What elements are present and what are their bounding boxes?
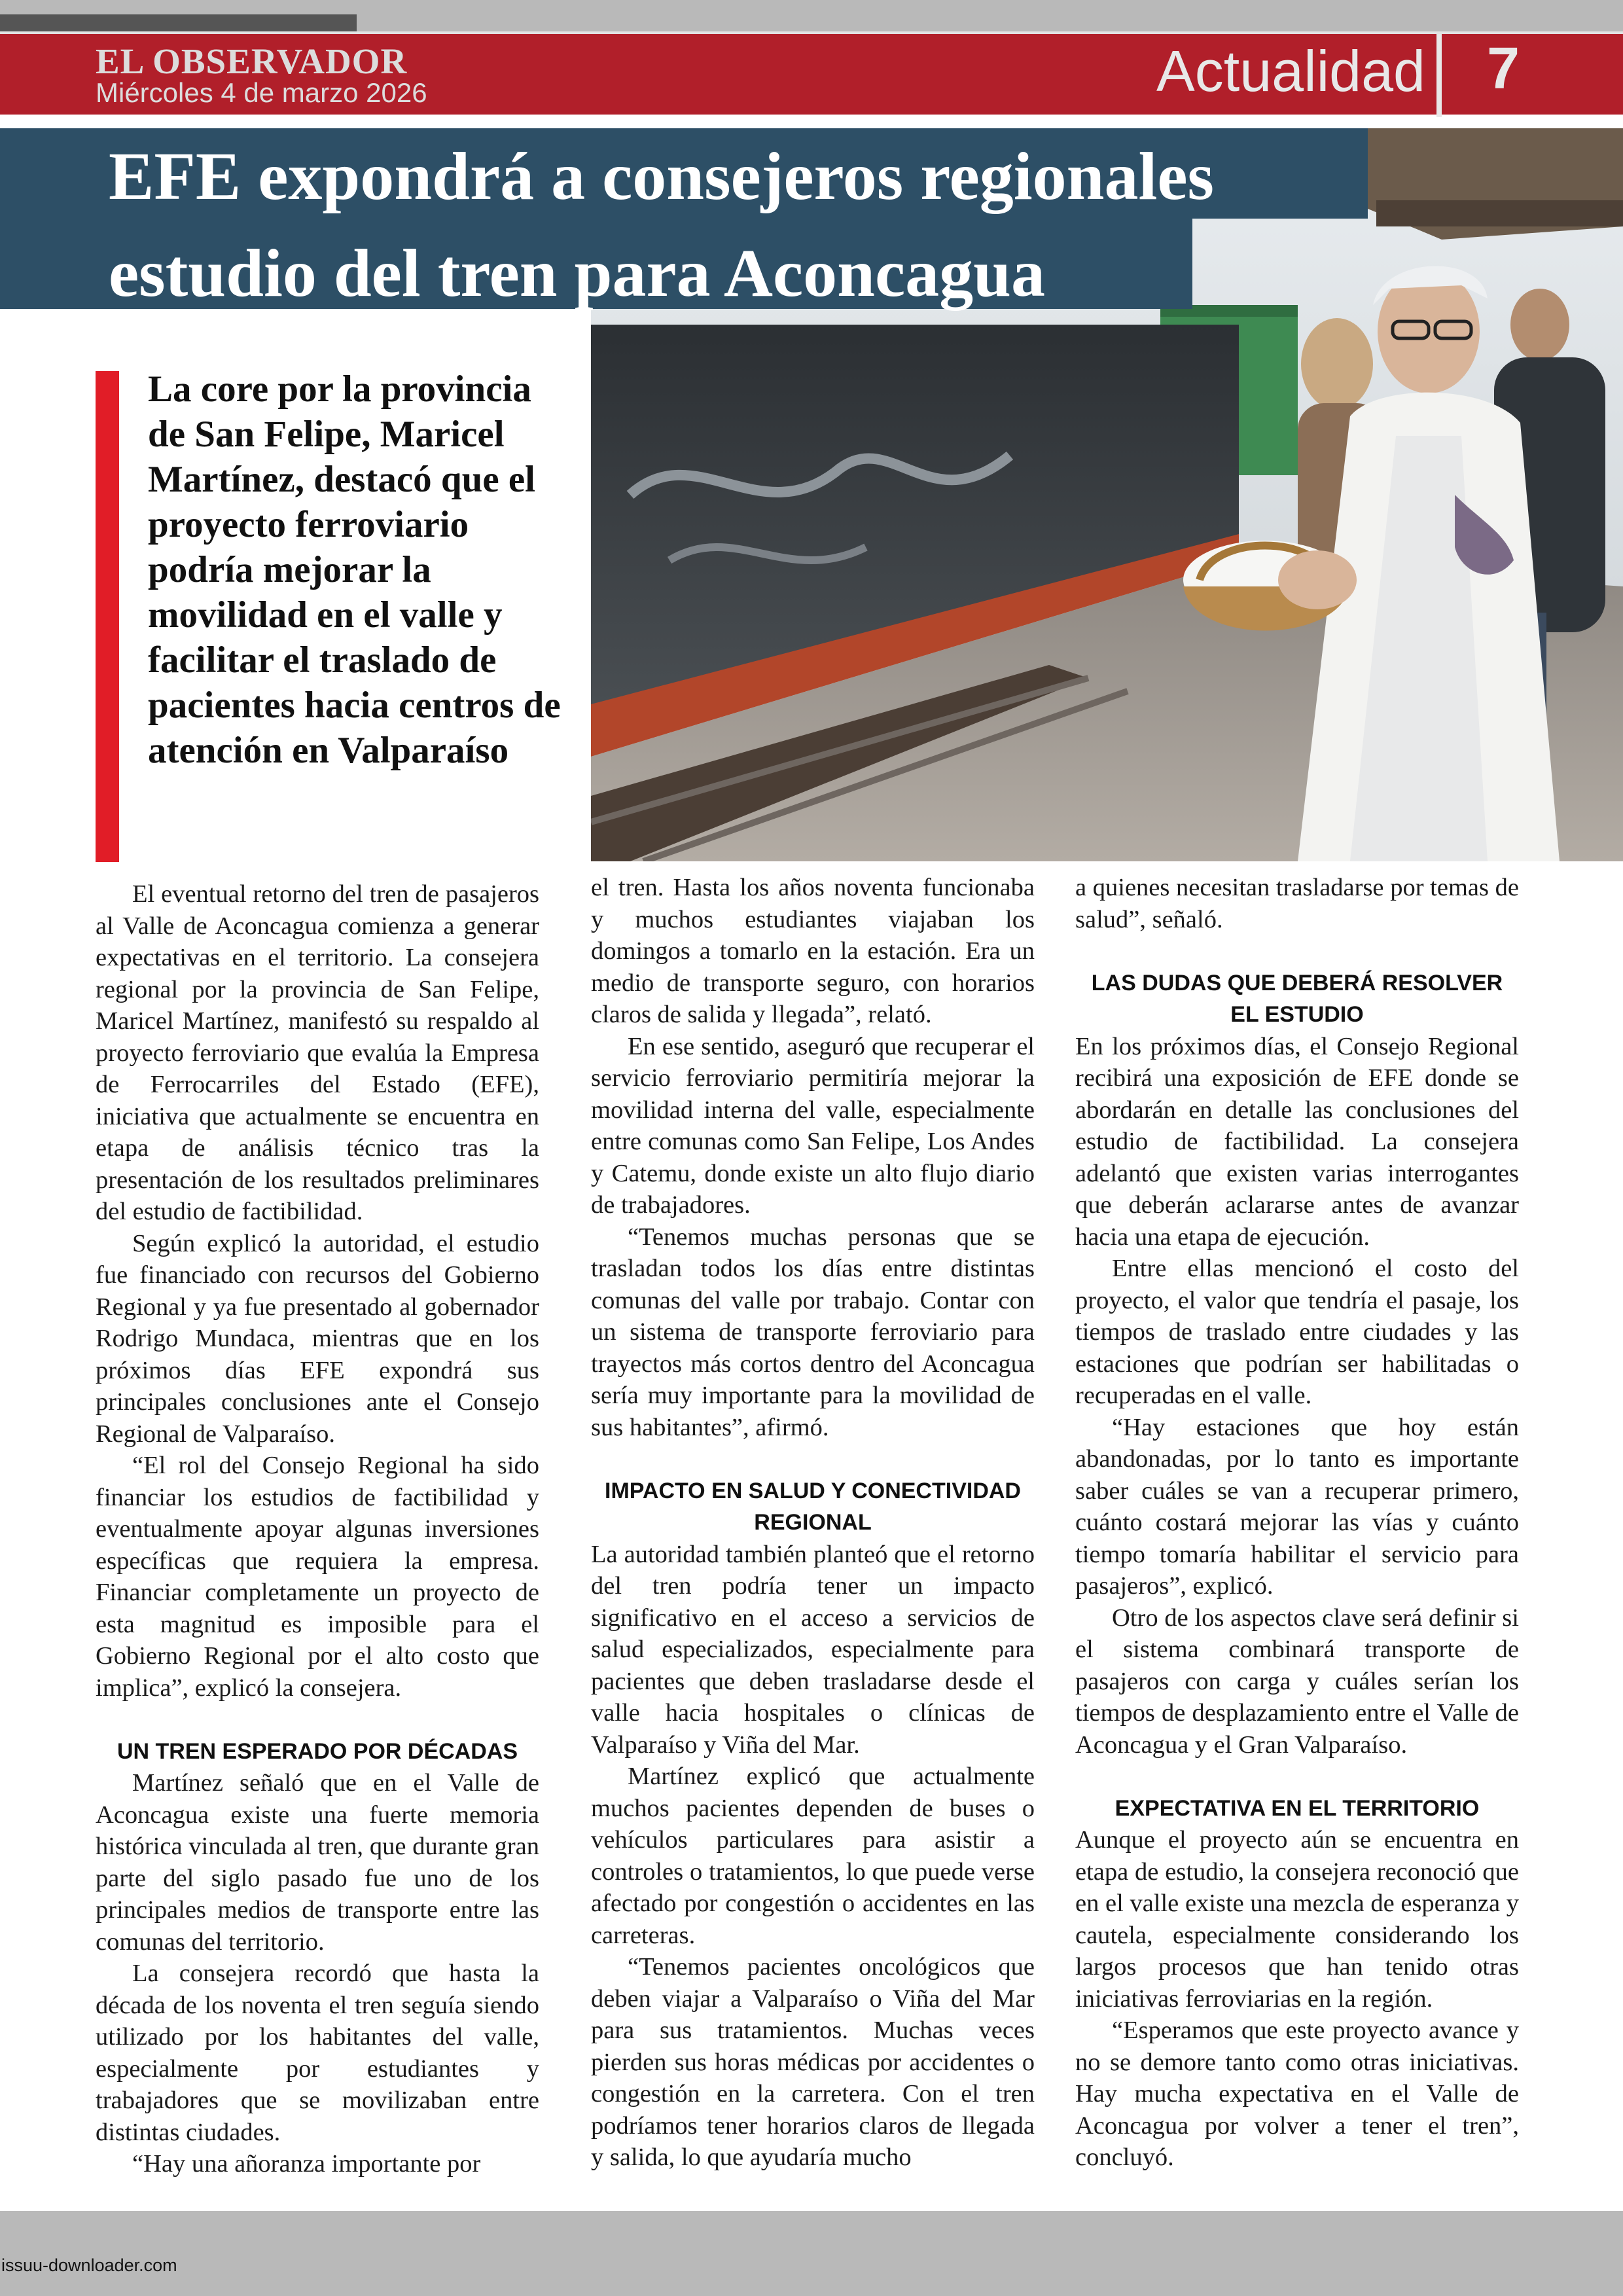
masthead-divider <box>1436 34 1442 117</box>
paragraph: En ese sentido, aseguró que recuperar el servicio ferroviario permitiría mejorar la movilidad interna del valle, especialmente entre comunas como San Felipe, Los Andes y Catemu, donde existe un alto flujo diario de trabajadores. <box>591 1032 1035 1219</box>
article-deck: La core por la provincia de San Felipe, Maricel Martínez, destacó que el proyecto ferroviario podría mejorar la movilidad en el valle y facilitar el traslado de pacientes hacia centros de atención en Valparaíso <box>148 368 561 771</box>
paragraph: “Hay estaciones que hoy están abandonadas, por lo tanto es importante saber cuáles se van a recuperar primero, cuánto costará mejorar las vías y cuánto tiempo tomaría habilitar el servicio para pasajeros”, explicó. <box>1075 1413 1519 1600</box>
paragraph: En los próximos días, el Consejo Regional recibirá una exposición de EFE donde se abordarán en detalle las conclusiones del estudio de factibilidad. La consejera adelantó que existen varias interrogantes que deberán aclararse antes de avanzar hacia una etapa de ejecución. <box>1075 1032 1519 1251</box>
newspaper-name: EL OBSERVADOR <box>96 41 408 81</box>
issue-date: Miércoles 4 de marzo 2026 <box>96 77 427 108</box>
paragraph: La consejera recordó que hasta la década de los noventa el tren seguía siendo utilizado por los habitantes del valle, especialmente por estudiantes y trabajadores que se movilizaban entre distintas ciudades. <box>96 1960 539 2146</box>
paragraph: Martínez señaló que en el Valle de Aconcagua existe una fuerte memoria histórica vinculada al tren, que durante gran parte del siglo pasado fue uno de los principales medios de transporte entre las comunas del territorio. <box>96 1769 539 1956</box>
section-gap <box>96 1704 539 1736</box>
subheading: UN TREN ESPERADO POR DÉCADAS <box>116 1738 518 1764</box>
section-gap <box>1075 1761 1519 1793</box>
paragraph: “El rol del Consejo Regional ha sido financiar los estudios de factibilidad y eventualmente apoyar algunas inversiones específicas que requiera la empresa. Financiar completamente un proyecto de esta magnitud es imposible para el Gobierno Regional por el alto costo que implica”, explicó la consejera. <box>96 1452 539 1702</box>
headline-line-1: EFE expondrá a consejeros regionales <box>109 139 1214 214</box>
article-column-3 <box>1075 872 1519 2174</box>
subheading: IMPACTO EN SALUD Y CONECTIVIDAD REGIONAL <box>605 1478 1021 1535</box>
top-progress-strip <box>0 14 357 31</box>
section-gap <box>591 1443 1035 1475</box>
article-column-2 <box>591 872 1035 2174</box>
paragraph: Aunque el proyecto aún se encuentra en etapa de estudio, la consejera reconoció que en el valle existe una mezcla de esperanza y cautela, especialmente considerando los largos procesos que han tenido otras iniciativas ferroviarias en la región. <box>1075 1826 1519 2013</box>
paragraph: Martínez explicó que actualmente muchos pacientes dependen de buses o vehículos particulares para asistir a controles o tratamientos, lo que puede verse afectado por congestión o accidentes en las carreteras. <box>591 1763 1035 1949</box>
headline-line-2: estudio del tren para Aconcagua <box>109 236 1046 311</box>
paragraph: a quienes necesitan trasladarse por temas de salud”, señaló. <box>1075 874 1519 933</box>
subheading: LAS DUDAS QUE DEBERÁ RESOLVER EL ESTUDIO <box>1091 970 1503 1027</box>
watermark-text: issuu-downloader.com <box>1 2255 177 2275</box>
paragraph: El eventual retorno del tren de pasajeros al Valle de Aconcagua comienza a generar expectativas en el territorio. La consejera regional por la provincia de San Felipe, Maricel Martínez, manifestó su respaldo al proyecto ferroviario que evalúa la Empresa de Ferrocarriles del Estado (EFE), iniciativa que actualmente se encuentra en etapa de análisis técnico tras la presentación de los resultados preliminares del estudio de factibilidad. <box>96 880 539 1225</box>
paragraph: “Hay una añoranza importante por <box>132 2150 481 2178</box>
paragraph: “Esperamos que este proyecto avance y no se demore tanto como otras iniciativas. Hay mucha expectativa en el Valle de Aconcagua por volver a tener el tren”, concluyó. <box>1075 2017 1519 2171</box>
masthead <box>0 31 1623 115</box>
paragraph: Entre ellas mencionó el costo del proyecto, el valor que tendría el pasaje, los tiempos de traslado entre ciudades y las estaciones que podrían ser habilitadas o recuperadas en el valle. <box>1075 1255 1519 1409</box>
subheading: EXPECTATIVA EN EL TERRITORIO <box>1115 1795 1480 1821</box>
deck-accent-bar <box>96 371 119 862</box>
article-column-1 <box>96 878 539 2180</box>
paragraph: el tren. Hasta los años noventa funcionaba y muchos estudiantes viajaban los domingos a tomarlo en la estación. Era un medio de transporte seguro, con horarios claros de salida y llegada”, relató. <box>591 874 1035 1028</box>
footer-bar <box>0 2211 1623 2296</box>
paragraph: “Tenemos pacientes oncológicos que deben viajar a Valparaíso o Viña del Mar para sus tratamientos. Muchas veces pierden sus horas médicas por accidentes o congestión en la carretera. Con el tren podríamos tener horarios claros de llegada y salida, lo que ayudaría mucho <box>591 1953 1035 2171</box>
paragraph: La autoridad también planteó que el retorno del tren podría tener un impacto significativo en el acceso a servicios de salud especializados, especialmente para pacientes que deben trasladarse desde el valle hacia hospitales o clínicas de Valparaíso y Viña del Mar. <box>591 1540 1035 1759</box>
paragraph: Otro de los aspectos clave será definir si el sistema combinará transporte de pasajeros con carga y cuáles serían los tiempos de desplazamiento entre el Valle de Aconcagua y el Gran Valparaíso. <box>1075 1604 1519 1759</box>
paragraph: Según explicó la autoridad, el estudio fue financiado con recursos del Gobierno Regional y ya fue presentado al gobernador Rodrigo Mundaca, mientras que en los próximos días EFE expondrá sus principales conclusiones ante el Consejo Regional de Valparaíso. <box>96 1229 539 1448</box>
section-gap <box>1075 935 1519 967</box>
page-number: 7 <box>1487 36 1520 101</box>
paragraph: “Tenemos muchas personas que se trasladan todos los días entre distintas comunas del valle por trabajo. Contar con un sistema de transporte ferroviario para trayectos más cortos dentro del Aconcagua sería muy importante para la movilidad de sus habitantes”, afirmó. <box>591 1223 1035 1441</box>
section-name: Actualidad <box>1156 39 1425 103</box>
